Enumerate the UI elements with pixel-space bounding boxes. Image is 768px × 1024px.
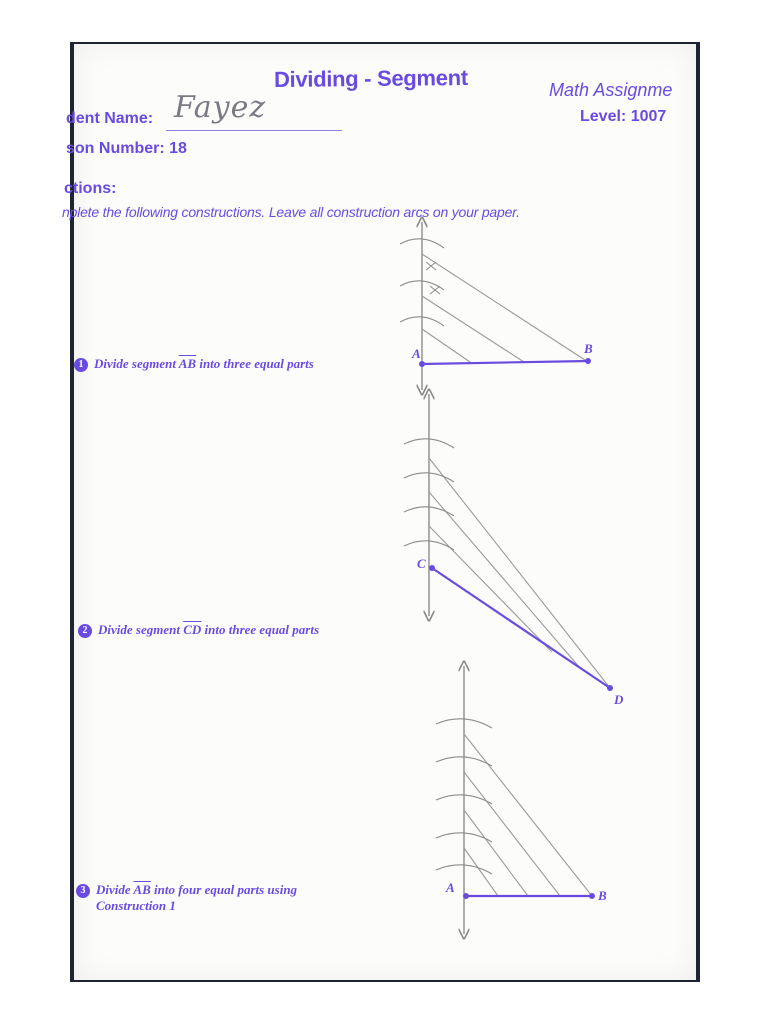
point-b (585, 358, 591, 364)
segment-name: $\overline{AB}$ (133, 882, 151, 897)
segment-ab-1 (422, 361, 588, 364)
point-label-d: D (614, 692, 624, 707)
point-label-a: A (412, 346, 421, 361)
point-b-3 (589, 893, 595, 899)
point-label-b: B (584, 341, 593, 356)
worksheet-page (62, 44, 696, 980)
worksheet-title: Dividing - Segment (273, 64, 468, 93)
problem-number-badge: 1 (74, 358, 88, 372)
problem-2: 2 Divide segment $\overline{CD}$ into three equal parts (78, 622, 319, 638)
directions-heading: ctions: (64, 180, 117, 197)
lesson-number-label: son Number: 18 (66, 140, 187, 157)
point-d (607, 685, 613, 691)
student-name-handwritten: Fayez (174, 90, 267, 125)
point-a-3 (463, 893, 469, 899)
subject-label: Math Assignme (549, 80, 673, 100)
problem-number-badge: 3 (76, 884, 90, 898)
figure-3 (436, 666, 607, 934)
point-a (419, 361, 425, 367)
point-c (429, 565, 435, 571)
segment-name: $\overline{CD}$ (183, 622, 202, 637)
problem-3: 3 Divide $\overline{AB}$ into four equal parts using Construction 1 (76, 882, 297, 914)
student-name-label: dent Name: (66, 110, 154, 127)
problem-1: 1 Divide segment $\overline{AB}$ into three equal parts (74, 356, 314, 372)
segment-name: $\overline{AB}$ (178, 356, 197, 371)
directions-text: nplete the following constructions. Leave all construction arcs on your paper. (62, 204, 520, 220)
figure-1 (400, 222, 593, 390)
point-label-c: C (417, 556, 426, 571)
level-label: Level: 1007 (580, 108, 667, 125)
problem-number-badge: 2 (78, 624, 92, 638)
point-label-b-3: B (598, 888, 607, 903)
construction-figures (74, 44, 696, 980)
problem-3-line2: Construction 1 (96, 898, 176, 914)
point-label-a-3: A (446, 880, 455, 895)
segment-cd (432, 568, 610, 688)
figure-2 (404, 394, 624, 707)
